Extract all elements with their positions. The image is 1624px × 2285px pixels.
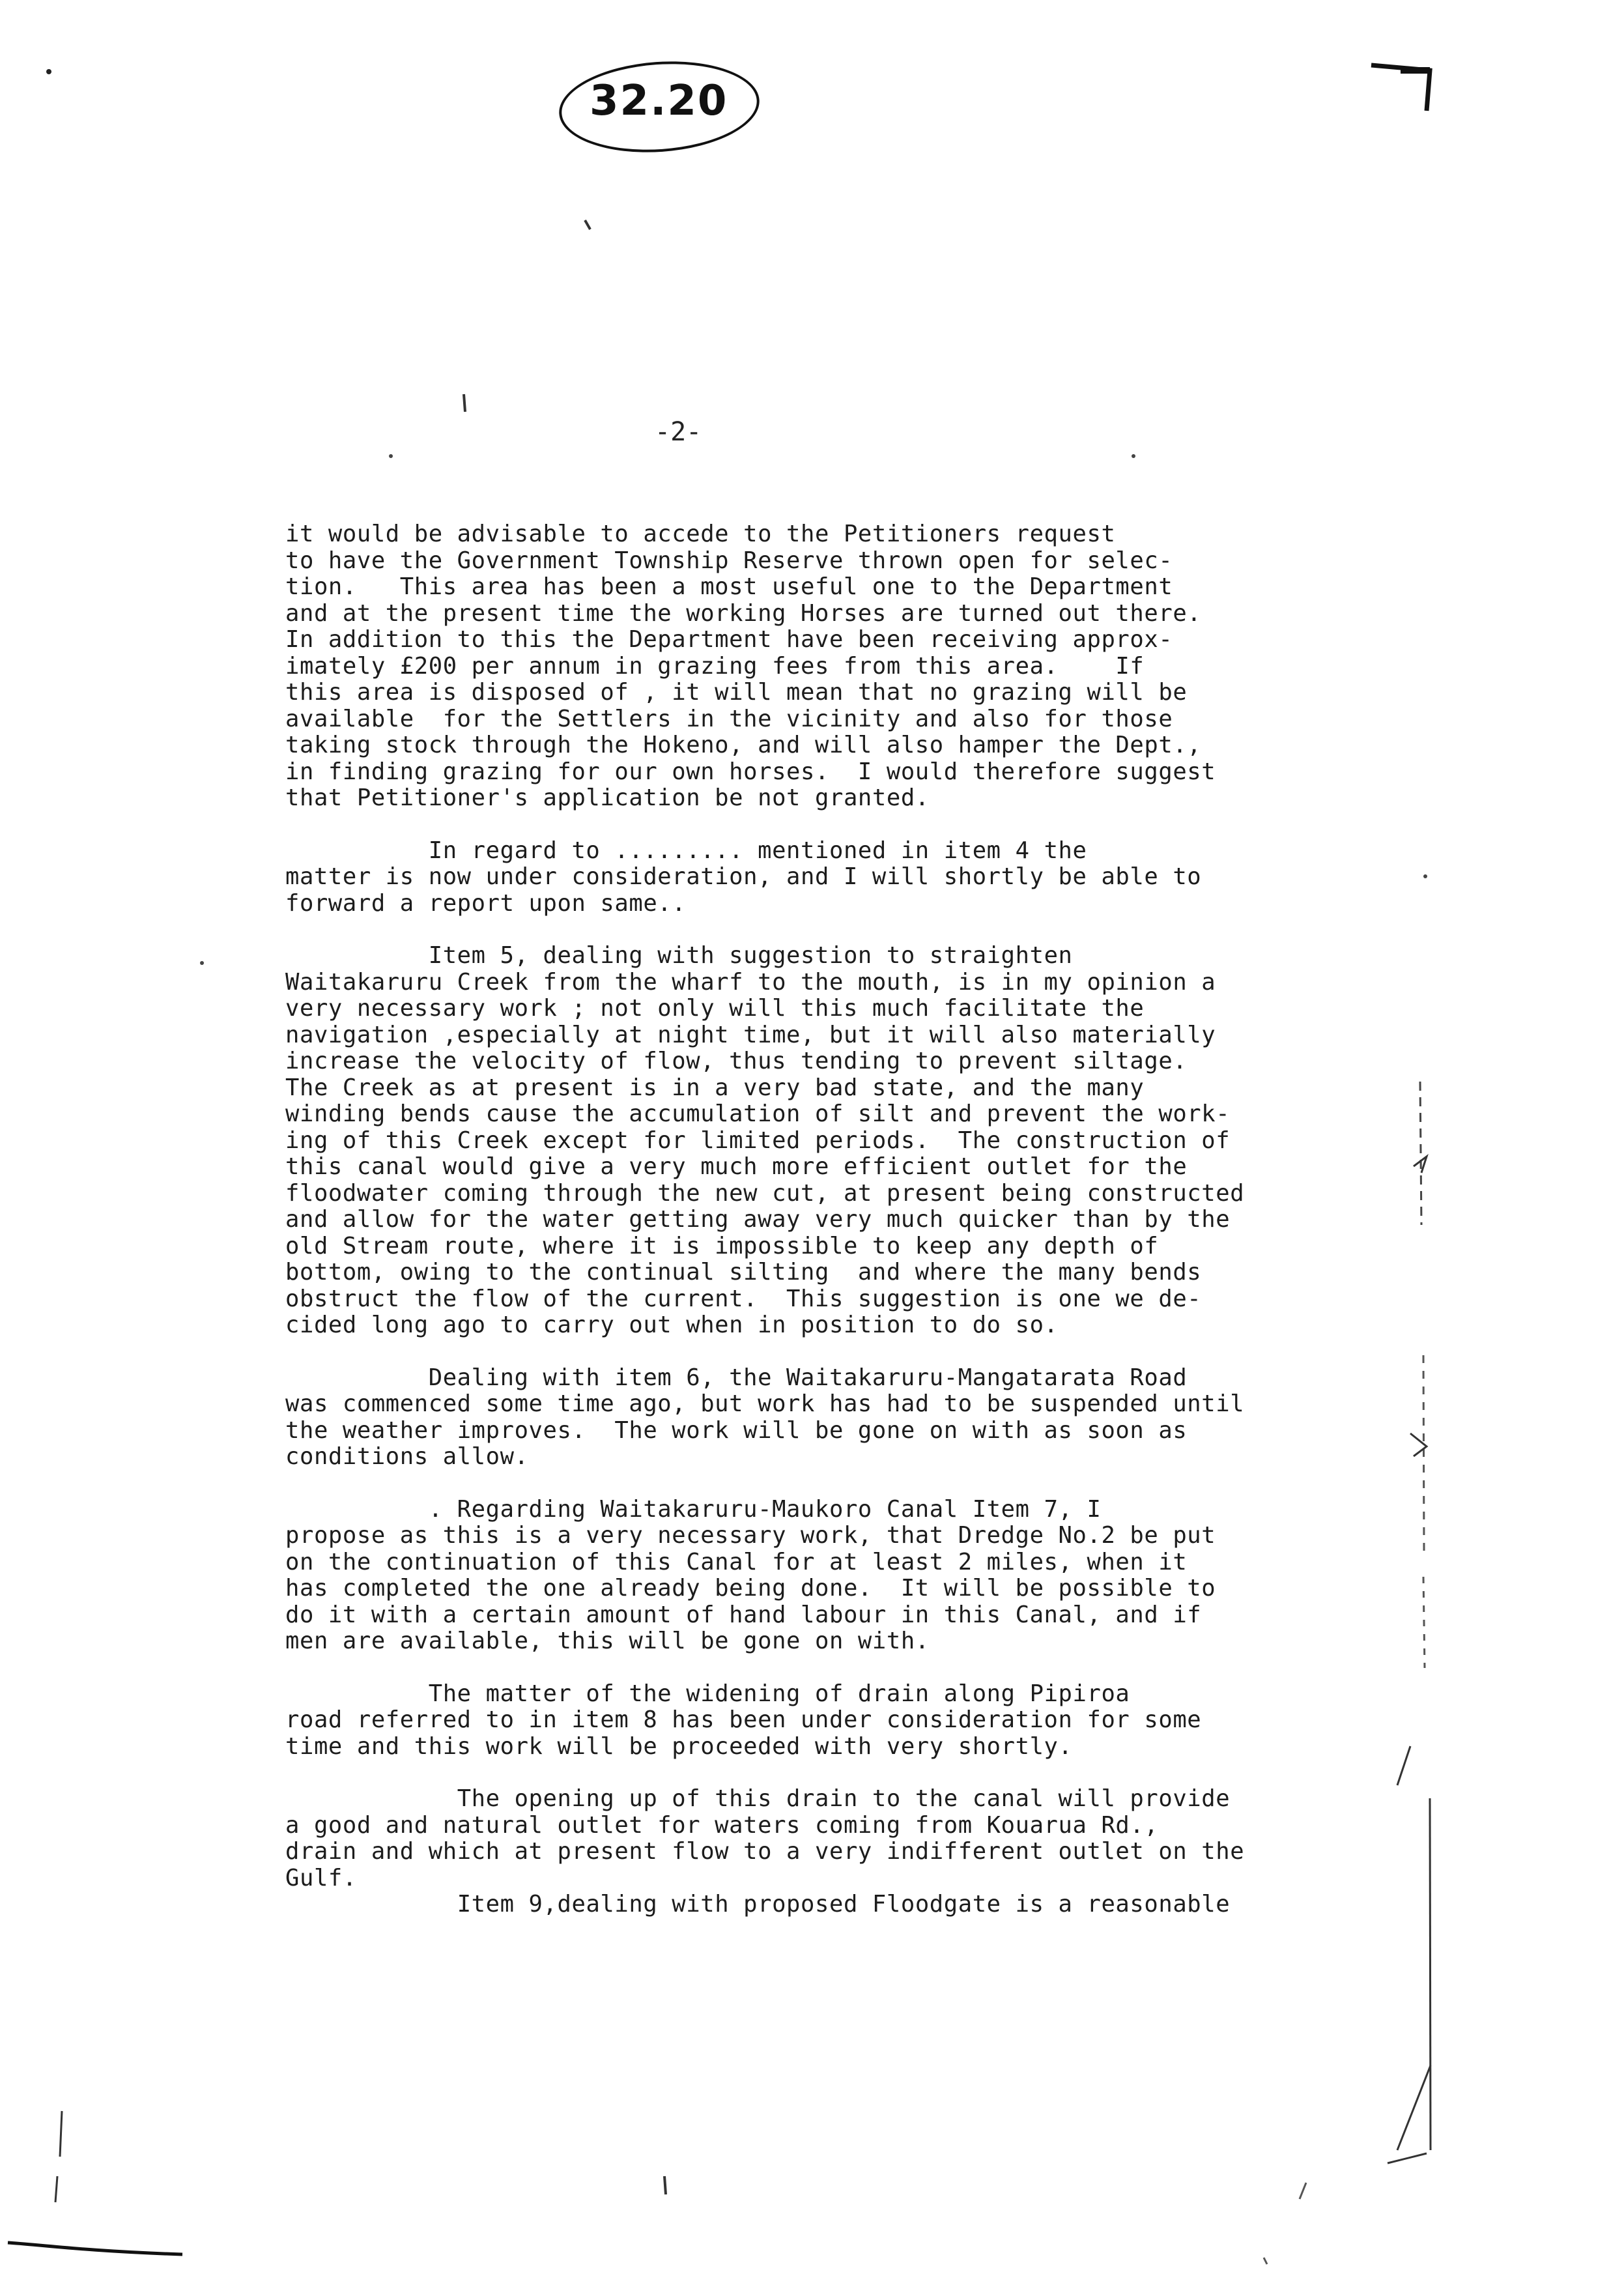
paragraph-item-7: . Regarding Waitakaruru-Maukoro Canal Item 7, I propose as this is a very necessary work, that Dredge No.2 be put on the continuation of this Canal for at least 2 miles, when it has completed the one already being done. It will be possible to do it with a certain amount of hand labour in this Canal, and if men are available, this will be gone on with.	[285, 1495, 1216, 1654]
page-number: -2-	[655, 417, 702, 447]
paragraph-item-5: Item 5, dealing with suggestion to straighten Waitakaruru Creek from the wharf to the mouth, is in my opinion a very necessary work ; not only will this much facilitate the navigation ,especially at night time, but it will also materially increase the velocity of flow, thus tending to prevent siltage. The Creek as at present is in a very bad state, and the many winding bends cause the accumulation of silt and prevent the work- ing of this Creek except for limited periods. The construction of this canal would give a very much more efficient outlet for the floodwater coming through the new cut, at present being constructed and allow for the water getting away very much quicker than by the old Stream route, where it is impossible to keep any depth of bottom, owing to the continual silting and where the many bends obstruct the flow of the current. This suggestion is one we de- cided long ago to carry out when in position to do so.	[285, 942, 1245, 1338]
paragraph-item-6: Dealing with item 6, the Waitakaruru-Mangatarata Road was commenced some time ago, but work has had to be suspended until the weather improves. The work will be gone on with as soon as conditions allow.	[285, 1364, 1245, 1470]
reference-number: 32.20	[590, 77, 728, 125]
paragraph-item-8: The matter of the widening of drain along Pipiroa road referred to in item 8 has been under consideration for some time and this work will be proceeded with very shortly.	[285, 1680, 1202, 1760]
paragraph-drain-outlet: The opening up of this drain to the canal will provide a good and natural outlet for waters coming from Kouarua Rd., drain and which at present flow to a very indifferent outlet on the Gulf.	[285, 1785, 1245, 1891]
paragraph-item-9: Item 9,dealing with proposed Floodgate is a reasonable	[285, 1891, 1231, 1918]
paragraph-item-4: In regard to ......... mentioned in item 4 the matter is now under consideration, and I will shortly be able to forward a report upon same..	[285, 837, 1202, 917]
paragraph-township-reserve: it would be advisable to accede to the Petitioners request to have the Government Township Reserve thrown open for selec- tion. This area has been a most useful one to the Department and at the present time the working Horses are turned out there. In addition to this the Department have been receiving approx- imately £200 per annum in grazing fees from this area. If this area is disposed of , it will mean that no grazing will be available for the Settlers in the vicinity and also for those taking stock through the Hokeno, and will also hamper the Dept., in finding grazing for our own horses. I would therefore suggest that Petitioner's application be not granted.	[285, 521, 1216, 811]
